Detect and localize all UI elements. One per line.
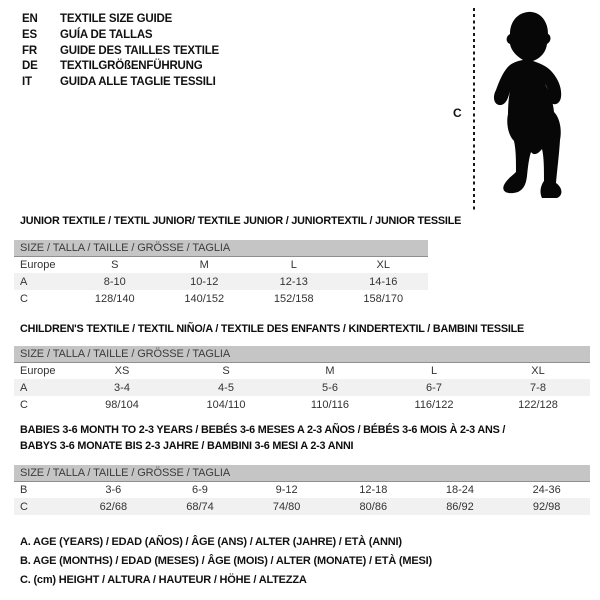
toddler-silhouette-shape	[494, 12, 561, 198]
table-cell: 62/68	[70, 498, 157, 515]
lang-row-en	[22, 12, 219, 28]
table-cell: 80/86	[330, 498, 417, 515]
note-age-months: B. AGE (MONTHS) / EDAD (MESES) / ÂGE (MOIS) / ALTER (MONATE) / ETÀ (MESI)	[20, 554, 432, 567]
lang-title: GUIDE DES TAILLES TEXTILE	[60, 44, 219, 57]
table-cell: XS	[70, 362, 174, 379]
table-row	[14, 498, 590, 515]
table-cell: 5-6	[278, 379, 382, 396]
language-title-list	[22, 12, 219, 91]
babies-title-line1: BABIES 3-6 MONTH TO 2-3 YEARS / BEBÉS 3-6 MESES A 2-3 AÑOS / BÉBÉS 3-6 MOIS À 2-3 ANS /	[20, 424, 506, 436]
table-cell: 24-36	[503, 481, 590, 498]
note-age-years: A. AGE (YEARS) / EDAD (AÑOS) / ÂGE (ANS) / ALTER (JAHRE) / ETÀ (ANNI)	[20, 536, 402, 548]
table-cell: 110/116	[278, 396, 382, 413]
table-cell: XL	[339, 256, 429, 273]
size-header: SIZE / TALLA / TAILLE / GRÖSSE / TAGLIA	[14, 465, 590, 481]
table-cell: M	[160, 256, 250, 273]
lang-row-es	[22, 28, 219, 44]
row-label: C	[14, 396, 70, 413]
size-header: SIZE / TALLA / TAILLE / GRÖSSE / TAGLIA	[14, 346, 590, 362]
children-table-title: CHILDREN'S TEXTILE / TEXTIL NIÑO/A / TEXTILE DES ENFANTS / KINDERTEXTIL / BAMBINI TESSILE	[20, 323, 525, 335]
table-header-row	[14, 240, 428, 256]
toddler-silhouette-image	[479, 5, 591, 213]
table-cell: M	[278, 362, 382, 379]
size-header: SIZE / TALLA / TAILLE / GRÖSSE / TAGLIA	[14, 240, 428, 256]
table-cell: 6-7	[382, 379, 486, 396]
lang-title: TEXTILE SIZE GUIDE	[60, 13, 173, 25]
table-row	[14, 396, 590, 413]
table-cell: 158/170	[339, 290, 429, 307]
table-row	[14, 256, 428, 273]
table-cell: 104/110	[174, 396, 278, 413]
junior-table-title: JUNIOR TEXTILE / TEXTIL JUNIOR/ TEXTILE JUNIOR / JUNIORTEXTIL / JUNIOR TESSILE	[20, 215, 462, 227]
row-label: Europe	[14, 256, 70, 273]
lang-title: TEXTILGRÖßENFÜHRUNG	[60, 60, 203, 73]
table-cell: 98/104	[70, 396, 174, 413]
table-row	[14, 290, 428, 307]
table-cell: 9-12	[243, 481, 330, 498]
table-row	[14, 362, 590, 379]
table-row	[14, 273, 428, 290]
lang-code: IT	[22, 76, 32, 89]
table-row	[14, 379, 590, 396]
table-cell: 8-10	[70, 273, 160, 290]
table-header-row	[14, 346, 590, 362]
table-cell: 3-6	[70, 481, 157, 498]
table-cell: 14-16	[339, 273, 429, 290]
height-measure-label: C	[453, 106, 462, 120]
table-cell: 12-18	[330, 481, 417, 498]
row-label: C	[14, 290, 70, 307]
note-height-cm: C. (cm) HEIGHT / ALTURA / HAUTEUR / HÖHE / ALTEZZA	[20, 573, 307, 586]
table-cell: 140/152	[160, 290, 250, 307]
row-label: Europe	[14, 362, 70, 379]
lang-code: DE	[22, 60, 38, 73]
table-cell: 10-12	[160, 273, 250, 290]
table-cell: 3-4	[70, 379, 174, 396]
height-dashed-line	[473, 8, 475, 211]
row-label: C	[14, 498, 70, 515]
lang-row-de	[22, 59, 219, 75]
lang-code: FR	[22, 44, 37, 57]
lang-code: EN	[22, 13, 38, 25]
babies-title-line2: BABYS 3-6 MONATE BIS 2-3 JAHRE / BAMBINI 3-6 MESI A 2-3 ANNI	[20, 440, 354, 452]
table-header-row	[14, 465, 590, 481]
table-cell: 7-8	[486, 379, 590, 396]
table-row	[14, 481, 590, 498]
table-cell: 116/122	[382, 396, 486, 413]
babies-table-title	[20, 422, 580, 454]
row-label: A	[14, 379, 70, 396]
lang-title: GUÍA DE TALLAS	[60, 28, 153, 41]
lang-row-fr	[22, 44, 219, 60]
table-cell: 152/158	[249, 290, 339, 307]
table-cell: 4-5	[174, 379, 278, 396]
row-label: B	[14, 481, 70, 498]
table-cell: L	[249, 256, 339, 273]
table-cell: 122/128	[486, 396, 590, 413]
table-cell: 128/140	[70, 290, 160, 307]
babies-size-table	[14, 465, 590, 515]
table-cell: L	[382, 362, 486, 379]
table-cell: S	[174, 362, 278, 379]
table-cell: 12-13	[249, 273, 339, 290]
children-size-table	[14, 346, 590, 413]
table-cell: XL	[486, 362, 590, 379]
junior-size-table	[14, 240, 428, 307]
lang-title: GUIDA ALLE TAGLIE TESSILI	[60, 76, 216, 89]
table-cell: 68/74	[157, 498, 244, 515]
table-cell: S	[70, 256, 160, 273]
table-cell: 92/98	[503, 498, 590, 515]
lang-code: ES	[22, 28, 37, 41]
table-cell: 18-24	[417, 481, 504, 498]
table-cell: 74/80	[243, 498, 330, 515]
row-label: A	[14, 273, 70, 290]
legend-notes	[20, 533, 432, 589]
table-cell: 6-9	[157, 481, 244, 498]
table-cell: 86/92	[417, 498, 504, 515]
lang-row-it	[22, 75, 219, 91]
